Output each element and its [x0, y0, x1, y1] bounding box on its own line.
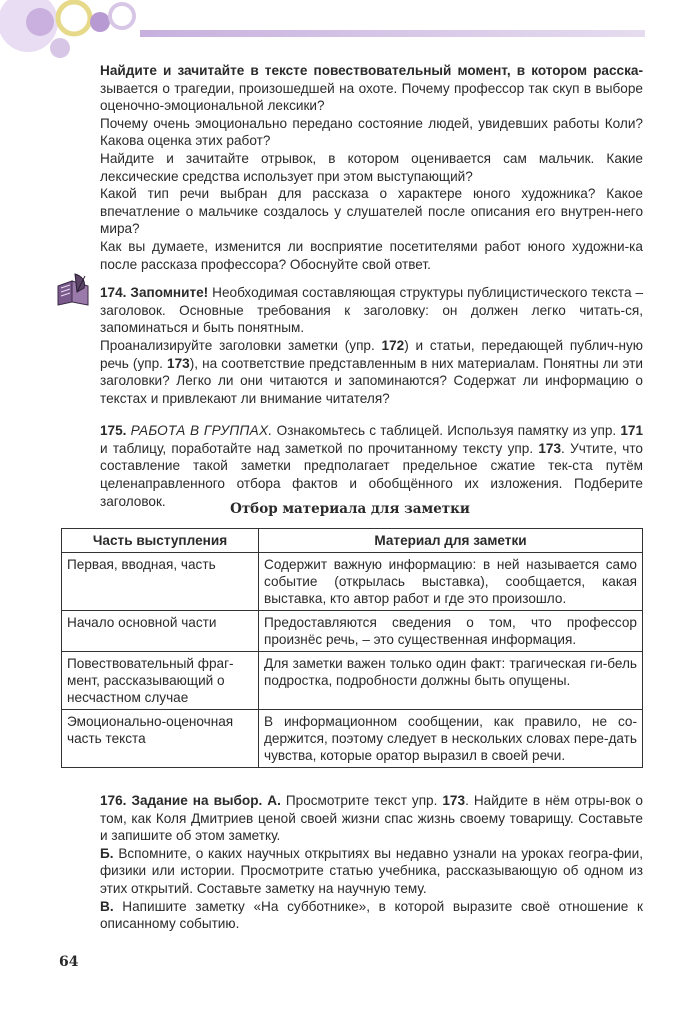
table-cell: Повествовательный фраг-мент, рассказывающий о несчастном случае	[62, 652, 259, 710]
table-row	[62, 710, 643, 768]
table-row	[62, 611, 643, 652]
page-number: 64	[59, 954, 79, 970]
column-header: Материал для заметки	[259, 529, 643, 553]
task-176-a: 176. Задание на выбор. А. Просмотрите текст упр. 173. Найдите в нём отры-вок о том, как Коля Дмитриев ценой своей жизни спас жизнь своему товарищу. Составьте и запишите об этом заметку.	[100, 793, 643, 844]
table-cell: Предоставляются сведения о том, что профессор произнёс речь, – это существенная информация.	[259, 611, 643, 652]
table-cell: Содержит важную информацию: в ней называется само событие (открылась выставка), сообщается, какая выставка, кто автор работ и где это произошло.	[259, 553, 643, 611]
task-176-b: Б. Вспомните, о каких научных открытиях вы недавно узнали на уроках геогра-фии, физики или истории. Просмотрите статью учебника, рассказывающую об одном из этих открытий. Составьте заметку на научную тему.	[100, 845, 643, 896]
task-176-c: В. Напишите заметку «На субботнике», в которой выразите своё отношение к описанному событию.	[100, 898, 643, 932]
task-175: 175. РАБОТА В ГРУППАХ. Ознакомьтесь с таблицей. Используя памятку из упр. 171 и таблицу, поработайте над заметкой по прочитанному тексту упр. 173. Учтите, что составление такой заметки предполагает предельное сжатие тек-ста путём целенаправленного отбора фактов и обобщённого их изложения. Подберите заголовок.	[100, 423, 644, 509]
main-text	[100, 62, 643, 510]
table-cell: Первая, вводная, часть	[62, 553, 259, 611]
book-quill-icon	[55, 272, 91, 306]
table-header-row	[62, 529, 643, 553]
question-1: Найдите и зачитайте в тексте повествовательный момент, в котором расска- зывается о трагедии, произошедшей на охоте. Почему профессор так скуп в выборе оценочно-эмоциональной лексики?	[100, 63, 643, 114]
task-174: 174. Запомните! Необходимая составляющая структуры публицистического текста – заголовок. Основные требования к заголовку: он должен легко читать-ся, запоминаться и быть понятным.	[100, 285, 644, 336]
table-cell: В информационном сообщении, как правило, не со-держится, поэтому следует в нескольких словах пере-дать чувства, которые оратор выразил в своей речи.	[259, 710, 643, 768]
table-row	[62, 553, 643, 611]
material-table	[61, 528, 643, 768]
question-2: Почему очень эмоционально передано состояние людей, увидевших работы Коли? Какова оценка этих работ?	[100, 115, 643, 149]
question-4: Какой тип речи выбран для рассказа о характере юного художника? Какое впечатление о мальчике создалось у слушателей после описания его внутрен-него мира?	[100, 186, 643, 237]
table-cell: Для заметки важен только один факт: трагическая ги-бель подростка, подробности должны быть опущены.	[259, 652, 643, 710]
table-cell: Начало основной части	[62, 611, 259, 652]
header-decoration	[0, 0, 700, 60]
table-cell: Эмоционально-оценочная часть текста	[62, 710, 259, 768]
task-174-analysis: Проанализируйте заголовки заметки (упр. 172) и статьи, передающей публич-ную речь (упр. 173), на соответствие представленным в них материалам. Понятны ли эти заголовки? Легко ли они читаются и запоминаются? Содержат ли информацию о текстах и привлекают ли внимание читателя?	[100, 337, 643, 406]
table-title: Отбор материала для заметки	[230, 501, 470, 517]
table-row	[62, 652, 643, 710]
task-176	[100, 792, 643, 933]
question-5: Как вы думаете, изменится ли восприятие посетителями работ юного художни-ка после рассказа профессора? Обоснуйте свой ответ.	[100, 238, 643, 272]
column-header: Часть выступления	[62, 529, 259, 553]
question-3: Найдите и зачитайте отрывок, в котором оценивается сам мальчик. Какие лексические средства использует при этом выступающий?	[100, 150, 643, 184]
